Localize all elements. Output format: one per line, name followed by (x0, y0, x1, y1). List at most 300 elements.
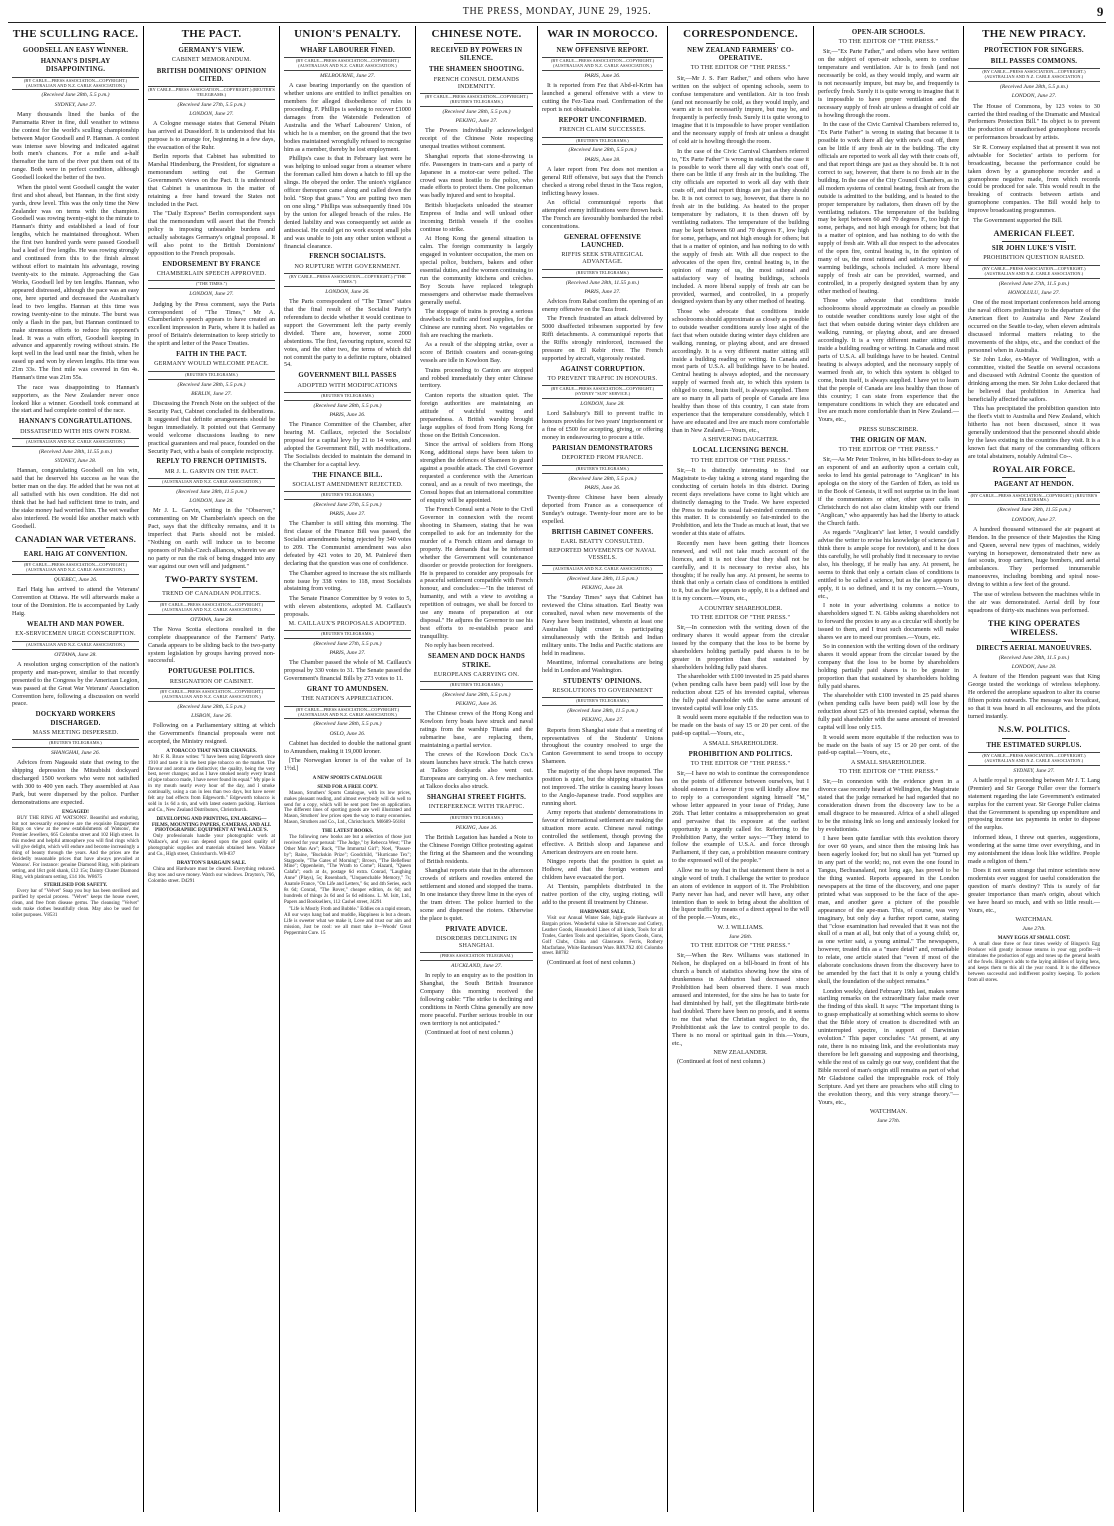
dateline: (Received June 28th, 11.5 p.m.) (998, 655, 1070, 662)
article-subsubhead: FRENCH CLAIM SUCCESSES. (559, 127, 646, 134)
divider (706, 43, 775, 44)
divider (46, 547, 105, 548)
article-subhead: EARL HAIG AT CONVENTION. (23, 551, 128, 559)
dateline: (Received June 28th, 5.5 p.m.) (999, 84, 1069, 91)
article-paragraph: The British Legation has handed a Note to the Chinese Foreign Office protesting against the firing at the Shameen and the wounding of British residents. (420, 833, 533, 865)
article-subsubhead: GERMANY WOULD WELCOME PEACE. (154, 361, 269, 368)
article-paragraph: Advices from Nagasaki state that owing to the shipping depression the Mitsubishi dockyard discharged 1500 workers who were not satisfied with 300 to 400 yen each. They assembled at Asa Park, but were dispersed by the police. Further demonstrations are expected. (12, 759, 139, 806)
article-paragraph: Allow me to say that in that statement there is not a single word of truth. I challenge the writer to produce an atom of evidence in support of it. The Prohibition Party never has had, and never will have, any other intention than to seek to bring about the abolition of the liquor traffic by means of a direct appeal to the will of the people.—Yours, etc., (672, 866, 809, 922)
article-paragraph: Those who advocate that conditions inside schoolrooms should approximate as closely as possible to outside weather conditions surely lose sight of the fact that when outside during winter days children are walking, running, or playing about, and are dressed accordingly. It is a very different matter sitting still inside a building reading or writing. In Canada and most parts of U.S.A. all buildings have to be heated. Central heating is always adopted, and the necessary supply of warmed fresh air, to which this system is obliged to come, brain itself, is always supplied. There are so many in all parts of people of Canada are less healthy than those of this country, I can state from experience that the temperature considerably, which I have are educated and live are much more comfortable than in New Zealand.—Yours, etc., (672, 307, 809, 434)
agency-credit: (BY CABLE—PRESS ASSOCIATION—COPYRIGHT.) (AUSTRALIAN AND N.Z. CABLE ASSOCIATION.) (968, 265, 1100, 279)
article-subsubhead: CHAMBERLAIN SPEECH APPROVED. (156, 271, 267, 278)
agency-credit: (BY CABLE—PRESS ASSOCIATION—COPYRIGHT.) (REUTER'S TELEGRAMS.) (148, 86, 275, 100)
article-paragraph: Canton reports the situation quiet. The foreign authorities are maintaining an attitude of watchful waiting and preparedness. A British warship brought large supplies of food from Hong Kong for those on the British Concession. (420, 391, 533, 439)
advertisement-body: BUY THE RING AT WATSONS'. Beautiful and enduring, but not necessarily expensive are the exquisite Engagement Rings on view at the new establishments of Watsons', the Premier Jewellers, 665 Colombo street and 102 High street. In this modest and helpful atmosphere you will find rings which will give delight, which will endure and become increasingly a thing of beauty through the years. And the prices are the decidedly reasonable prices that have always prevailed at Watsons'. For instance: genuine Diamond Ring, with platinum setting, and 18ct gold shank, £12 15s; Dainty Cluster Diamond Ring, with platinum setting, £14 10s. W8675 (12, 815, 139, 880)
article-subhead: DOCKYARD WORKERS DISCHARGED. (35, 711, 116, 727)
article-paragraph: Sir,—"Ex Parte Father," and others who have written on the subject of open-air schools, seem to confuse temperature and ventilation. Air is to fresh (and not necessarily be cold, as they would imply, and warm air is not necessarily impure, but may be, and frequently is perfectly fresh. Surely it is quite wrong to imagine that it is impossible to have proper ventilation and the necessary supply of fresh air unless a draught of cold air is howling through the room. (818, 48, 959, 119)
article-paragraph: The Government supported the Bill. (973, 216, 1063, 224)
agency-credit: ("THE TIMES.") (148, 280, 275, 289)
dateline: (Received June 27th, 5.5 p.m.) (177, 101, 246, 108)
article-subhead: RECEIVED BY POWERS IN SILENCE. (430, 47, 523, 63)
agency-credit: (AUSTRALIAN AND N.Z. CABLE ASSOCIATION.) (542, 565, 663, 574)
agency-credit: (BY CABLE—PRESS ASSOCIATION—COPYRIGHT.) (AUSTRALIAN AND N.Z. CABLE ASSOCIATION.) (542, 57, 663, 71)
agency-credit: (REUTER'S TELEGRAMS.) (542, 697, 663, 706)
article-paragraph: Those who advocate that conditions inside schoolrooms should approximate as closely as possible to outside weather conditions surely lose sight of the fact that when outside during winter days children are walking, running, or playing about, and are dressed accordingly. It is a very different matter sitting still inside a building reading or writing. In Canada and most parts of U.S.A. all buildings have to be heated. Central heating is always adopted, and the necessary supply of warmed fresh air, to which this system is obliged to come, brain itself, is always supplied. I have yet to learn that the people of Canada are less healthy than those of this country; I can state from experience that the temperature conditions in which they are educated and live are much more comfortable than in New Zealand.—Yours, etc., (818, 297, 959, 424)
article-subhead: PRIVATE ADVICE. (445, 925, 508, 933)
article-paragraph: This has precipitated the prohibition question into the fleet's visit to Australia and New Zealand, which hitherto has not been discussed, since it was generally understood that the personnel should abide by the laws existing in the countries they visit. It is a known fact that many of the commanding officers are total abstainers, notably Admiral Co--. (968, 405, 1100, 460)
article-subhead: STUDENTS' OPINIONS. (563, 677, 642, 685)
article-subsubhead: MASS MEETING DISPERSED. (32, 729, 119, 736)
article-subhead: LOCAL LICENSING BENCH. (692, 447, 789, 455)
divider (1002, 641, 1066, 642)
article-paragraph: Many thousands lined the banks of the Parramatta River in fine, dull weather to witness the contest for the world's sculling championship between Major Goodsell and P. Hannan. A contest was intense save blowing and indicated against both men's chances. For a mile and a-half thereafter the turn of the river put them out of its range. Both were in perfect condition, although Goodsell looked the better of the two. (12, 110, 139, 182)
article-subsubhead: TREND OF CANADIAN POLITICS. (162, 591, 261, 598)
dateline: OTTAWA, June 28. (190, 616, 233, 623)
article-paragraph: A COUNTRY SHAREHOLDER. (698, 604, 783, 612)
divider (46, 43, 105, 44)
article-subsubhead: EARL BEATTY CONSULTED. (560, 538, 645, 545)
article-subhead: WEALTH AND MAN POWER. (26, 621, 125, 629)
article-subsubhead: INTERFERENCE WITH TRAFFIC. (428, 804, 525, 811)
dateline: HONOLULU, June 27. (1008, 289, 1060, 296)
dateline: (Received June 28th, 11.55 p.m.) (997, 507, 1071, 514)
article-paragraph: The "Daily Express" Berlin correspondent says that the memorandum will assert that the French policy is imposing unbearable burdens and actually sabotages Germany's original proposal. It will also point to the British Dominions' opposition to the French proposals. (148, 210, 275, 258)
agency-credit: (REUTER'S TELEGRAMS.) (12, 739, 139, 748)
agency-credit: (BY CABLE—PRESS ASSOCIATION—COPYRIGHT.) (AUSTRALIAN AND N.Z. CABLE ASSOCIATION.) (12, 561, 139, 575)
article-paragraph: A Cologne message states that General Pétain has arrived at Dusseldorf. It is understood that his purpose is to arrange for, beginning in a few days, the evacuation of the Ruhr. (148, 120, 275, 151)
dateline: PARIS, June 26. (584, 484, 621, 491)
article-subhead: PROHIBITION AND POLITICS. (688, 750, 793, 758)
article-paragraph: Twenty-three Chinese have been already deported from France as a consequence of Sunday's outrage. Twenty-four more are to be expelled. (542, 493, 663, 525)
article-subhead: PORTUGUESE POLITICS. (168, 668, 255, 676)
article-paragraph: The French frustrated an attack delivered by 5000 disaffected tribesmen supported by few Riffi detachments. A communiqué reports that the Riffis strongly reinforced, increased the pressure on El Kebir river. The French supported by aircraft, vigorously resisted. (542, 315, 663, 363)
article-paragraph: The Chinese crews of the Hong Kong and Kowloon ferry boats have struck and naval ratings from the warship Titania and the submarine base, are replacing them, maintaining a partial service. (420, 710, 533, 750)
article-headline: N.S.W. POLITICS. (997, 724, 1070, 734)
advertisement-body: The following new books are but a selection of those just received for your perusal: "The Judge," by Rebecca West; "The Other Man Are"; Ruck, "The Immortal Girl"; Noel, "Passer-by"; Raine, "Buckskin Prize"; Goodchild, "Hurricane Tex"; Stagpoole, "The Gates of Morning"; Brown, "The Bellefleur Mine"; Oppenheim, "The Wrath to Come"; Hazard, "Queen Calafa"; each at 4s, postage 6d extra. Conrad, "Laughing Anne" (Plays), 5s; Rosenbach, "Unquenchable Memory," 7s; Anatole France, "On Life and Letters," 6s; and 4th Series, each 8s 6d; Conrad, "The Rover," cheaper edition, 4s 6d; and hundreds of things 2s 6d and 5s 6d editions. L. M. Isitt, Ltd., Papers and Booksellers, 112 Cashel street, J4291 (284, 835, 411, 905)
article-paragraph: London weekly, dated February 19th last, makes some startling remarks on the extraordinary false made over the finding of this skull. It says: "The important thing is to grasp emphatically at something which seems to show that the Bible story of creation is discredited with an uninterrupted spectre, in support of Darwinian evolution." This paper concludes: "At present, at any rate, there is no missing link, and the evolutionists may therefore be left guessing and supposing and theorising, while the rest of us calmly go our way, confident that the Bible record of man's origin still remains as part of what Mr Gladstone called the impregnable rock of Holy Scripture. And yet there are preachers who still cling to the evolution theory, and this very strange theory."—Yours, etc., (818, 987, 959, 1106)
article-paragraph: NEW ZEALANDER. (713, 1049, 768, 1057)
article-subsubhead: RIFFIS SEEK STRATEGICAL ADVANTAGE. (561, 252, 644, 266)
advertisement-headline: A NEW SPORTS CATALOGUE (312, 776, 383, 782)
agency-credit: (REUTER'S TELEGRAMS.) (420, 814, 533, 823)
dateline: PEKING, June 27. (581, 717, 624, 724)
article-paragraph: Earl Haig has arrived to attend the Veterans' Convention at Ottawa. He will afterwards make a tour of the Dominion. He is accompanied by Lady Haig. (12, 586, 139, 618)
article-paragraph: informed ideas, I threw out queries, suggestions, wondering at the same time over everything, and in my astonishment the ideas look like wildfire. People made a religion of them." (968, 833, 1100, 865)
article-paragraph: A SMALL SHAREHOLDER. (703, 739, 778, 747)
article-paragraph: Phillips's case is that in February last were he was helping to unload sugar from a steamer where the foreman called him down a hatch to fill up the slings. He obeyed the order. The union's vigilance officer thereupon came along and called down the hold. "Stop that grass." You are putting two men on one sling." Phillips was subsequently fined 10s by the union for alleged breach of the rules. He denied liability and was consequently set aside as antisocial. He could get no work except small jobs and was unable to join any other union without a financial clearance. (284, 155, 411, 250)
dateline: (Received June 28th, 5.5 p.m.) (568, 475, 637, 482)
article-paragraph: The Chamber passed the whole of M. Caillaux's proposal by 330 votes to 31. The Senate passed the Government's financial Bills by 273 votes to 11. (284, 659, 411, 683)
dateline: QUEBEC, June 26. (53, 577, 98, 584)
article-subhead: GOODSELL AN EASY WINNER. (22, 47, 129, 55)
article-headline: THE SCULLING RACE. (12, 27, 139, 40)
agency-credit: (REUTER'S TELEGRAMS.) (542, 465, 663, 474)
article-subhead: PAGEANT AT HENDON. (994, 481, 1074, 489)
article-paragraph: Meantime, informal consultations are being held in London and Washington. (542, 659, 663, 674)
masthead (8, 6, 1106, 22)
article-paragraph: The majority of the shops have reopened. The position is quiet, but the shipping situation has not improved. The strike is causing heavy losses to the Anglo-Japanese trade. Food supplies are running short. (542, 767, 663, 807)
agency-credit: (REUTER'S TELEGRAMS.) (284, 392, 411, 401)
article-paragraph: Judging by the Press comment, says the Paris correspondent of "The Times," Mr A. Chamberlain's speech appears to have created an excellent impression in Paris, where it is hailed as proof of Britain's determination to keep strictly to the spirit and letter of the Peace Treaties. (148, 300, 275, 348)
article-paragraph: At Hong Kong the general situation is calm. The foreign community is largely engaged in volunteer occupation, the men on special police, butchers, bakers and other essential duties, and the women continuing to run the community kitchens and crèches. Boy Scouts have replaced telegraph messengers and otherwise made themselves generally useful. (420, 235, 533, 306)
divider (576, 43, 629, 44)
news-column (8, 26, 144, 1512)
article-subsubhead: RESIGNATION OF CABINET. (169, 678, 254, 685)
agency-credit: (AUSTRALIAN AND N.Z. CABLE ASSOCIATION.) (148, 478, 275, 487)
article-paragraph: The Nova Scotia elections resulted in the complete disappearance of the Farmers' Party. Canada appears to be sliding back to the two-party system legislation by groups having proved non-successful. (148, 625, 275, 665)
article-paragraph: Reports from Shanghai state that a meeting of representatives of the Students' Unions throughout the country resolved to urge the Canton Government to send troops to occupy Shameen. (542, 726, 663, 766)
article-paragraph: In the case of the Civic Carnival Chambers referred to, "Ex Parte Father" is wrong in stating that because it is possible to work there all day with one's coat off, there can be little if any fresh air in the building. The city officials are reported to work all day with their coats off, and that report things are just as they should be. It is not correct to say, however, that there is no fresh air in the building. In the case of the City Council Chambers, as in all modern systems of central heating, fresh air from the outside is admitted to the building, and is heated to the proper temperature by radiators, then drawn off by the ventilating radiators. The temperature of the building may be kept between 60 and 70 degrees F., too high for some, perhaps, and not high enough for others; but that is a matter of opinion, and has nothing to do with the supply of fresh air. With all due respect to the advocates of the open fire, central heating is, in the opinion of many of us, the most rational and satisfactory way of warming buildings, schools included. A more liberal supply of fresh air can be provided, warmed, and controlled, in a properly designed system than by any other method of heating. (818, 121, 959, 295)
article-paragraph: Army reports that students' demonstrations in favour of international settlement are making the situation more acute. Chinese naval ratings controlled the settlement, though proving the effective. A British sloop and Japanese and American destroyers are en route here. (542, 808, 663, 856)
article-paragraph: It would seem more equitable if the reduction was to be made on the basis of say 15 or 20 per cent. of the paid-up capital.—Yours, etc., (672, 714, 809, 738)
advertisement-body: A small dose three or four times weekly of Bingers's Egg Producer will greatly increase returns in your egg profits—it stimulates the production of eggs and tones up the general health of the fowls. Bingers's adds to the laying abilities of laying hens, and keeps them to this all the year round. It is the difference between successful and indifferent poultry keeping. To pockets from all stores. (968, 942, 1100, 983)
article-paragraph: Since the arrival of soldiers from Hong Kong, additional steps have been taken to strengthen the defences of Shameen to guard against a possible attack. The civil Governor requested a conference with the American consul, and as a result of two meetings, the Consul hopes that an international committee of enquiry will be appointed. (420, 441, 533, 504)
article-paragraph: The Senate Finance Committee by 9 votes to 5, with eleven abstentions, adopted M. Caillaux's proposals. (284, 594, 411, 618)
dateline: LONDON, June 27. (1011, 93, 1057, 100)
article-headline: AMERICAN FLEET. (993, 228, 1075, 238)
article-headline: UNION'S PENALTY. (294, 27, 401, 40)
article-subsubhead: PROHIBITION QUESTION RAISED. (983, 255, 1085, 262)
dateline: PARIS, June 26. (584, 73, 621, 80)
dateline: LONDON, June 28. (580, 401, 625, 408)
news-column (668, 26, 814, 1512)
article-paragraph: PRESS SUBSCRIBER. (858, 425, 919, 433)
article-paragraph: The Chamber agreed to increase the six milliards note issue by 338 votes to 118, most Socialists abstaining from voting. (284, 569, 411, 593)
article-subsubhead: DEPORTED FROM FRANCE. (561, 455, 644, 462)
article-paragraph: Shanghai reports state that in the afternoon crowds of strikers and rowdies entered the settlement and stoned and stopped the trams. In one instance they threw lime in the eyes of the tram driver. The police hurried to the scene and dispersed the rioters. Otherwise the place is quiet. (420, 866, 533, 922)
dateline: (Received June 28th, 11.5 p.m.) (176, 488, 247, 495)
agency-credit: (BY CABLE—PRESS ASSOCIATION—COPYRIGHT.) (AUSTRALIAN AND N.Z. CABLE ASSOCIATION.) (148, 601, 275, 615)
dateline: (Received June 28th, 11.55 p.m.) (565, 279, 640, 286)
article-subhead: GENERAL OFFENSIVE LAUNCHED. (563, 233, 642, 249)
article-subhead: AGAINST CORRUPTION. (560, 365, 645, 373)
article-paragraph: Sir,—Mr J. S. Farr Rather," and others who have written on the subject of opening schools, seem to confuse temperature and ventilation. Air is too fresh (and not necessarily be cold, as they would imply, and warm air is not necessarily impure, but may be, and frequently is perfectly fresh. Surely it is quite wrong to imagine that it is impossible to have proper ventilation and the necessary supply of fresh air unless a draught of cold air is howling through the room. (672, 74, 809, 146)
dateline: LISBON, June 26. (191, 712, 232, 719)
advertisement-headline: ENGAGED! (62, 809, 89, 815)
article-paragraph: As regards "Anglican's" last letter, I would candidly advise the writer to revise his knowledge of science (as I think there is ample scope for revision), and it he does this carefully, he will probably find it necessary to revise also, his theology, if he really has any. At present, he seems to think that only a certain class of conditions is entitled to be called a science, but as the law appears to apply, it is so defined, and it is my concern.—Yours, etc., (818, 529, 959, 600)
article-headline: CANADIAN WAR VETERANS. (14, 534, 137, 544)
article-paragraph: When the pistol went Goodsell caught the water first and shot ahead, but Hannan, in the first sixty yards, drew level. This was the only time the New Zealander was on terms with the champion. Goodsell was rowing twenty-eight to the minute to Hannan's thirty and established a lead of four lengths, which he maintained throughout. When the first two hundred yards were passed Goodsell had a lead of five lengths. He was rowing strongly and continued from this to the finish almost without effort to maintain his advantage, rowing twenty-six to the minute. Approaching the Gas Works, Goodsell led by ten lengths. Hannan, who appeared distressed, although the pace was an easy one, here spurted and decreased the Australian's lead to two lengths. Hannan at this time was rowing twenty-nine to the minute. The burst was only a flash in the pan, but Hannan continued to make strenuous efforts to reduce his opponent's lead. It was a vain effort, Goodsell keeping in advance and apparently rowing without strain. He kept well in the lead until near the finish, when he eased up and won by eleven lengths. His time was 21m 33s. The first mile was covered in 6m 4s. Hannan's time was 21m 55s. (12, 183, 139, 382)
news-column (964, 26, 1104, 1512)
article-paragraph: Recently men have been getting their licences renewed, and will not take much account of the licences, and it is not clear that they shall not be carefully, and it is necessary to revise also, his thoughts; if he really has any. At present, he seems to think that only a certain class of conditions is entitled to it, but as the law appears to apply, it is a defined and it is my concern.—Yours, etc., (672, 539, 809, 603)
article-paragraph: The French Consul sent a Note to the Civil Governor in connexion with the recent shooting in Shameen, stating that he was compelled to ask for an indemnity for the murder of a French citizen and damage to property. He demands that he be informed whether the Government will countenance disorder or provide protection for foreigners. He is prepared to consider any proposals for a peaceful settlement compatible with French honour, and concludes:—"In the interest of humanity, and with a view to avoiding a repetition of outrages, we shall be forced to use any means of preparation at our disposal." He adjures the Governor to use his best efforts to re-establish peace and tranquillity. (420, 506, 533, 641)
dateline: (Received June 27th, 5.5 p.m.) (313, 640, 382, 647)
divider (454, 43, 499, 44)
divider (1002, 477, 1066, 478)
dateline: LONDON, June 28. (189, 498, 234, 505)
article-subhead: NEW ZEALAND FARMERS' CO-OPERATIVE. (687, 47, 794, 63)
dateline: June 27th. (1022, 926, 1046, 933)
article-subsubhead: TO THE EDITOR OF "THE PRESS." (690, 760, 791, 767)
advertisement-headline: HARDWARE SALE. (579, 910, 626, 916)
article-paragraph: The "Sunday Times" says that Cabinet has reviewed the China situation. Earl Beatty was consulted, naval when new movements of the Navy have been instituted, wherein at least one Australian light cruiser is participating simultaneously with the British and Indian military units. The India and Pacific stations are held in readiness. (542, 594, 663, 657)
dateline: (Received June 28th, 5.5 p.m.) (177, 703, 246, 710)
dateline: PARIS, June 27. (329, 650, 366, 657)
article-paragraph: The House of Commons, by 123 votes to 30 carried the third reading of the Dramatic and Musical Performers Protection Bill." Its object is to prevent the production of unauthorised gramophone records or performances broadcast by artists. (968, 102, 1100, 142)
article-paragraph: Hannan, congratulating Goodsell on his win, said that he deserved his success as he was the better man on the day. He added that he was not at all satisfied with his own condition. He did not think that he had had sufficient time to train, and the stake money had worried him. The wet weather also interfered. He would like another match with Goodsell. (12, 467, 139, 530)
dateline: OSLO, June 26. (329, 730, 366, 737)
article-headline: THE KING OPERATES WIRELESS. (987, 618, 1081, 638)
article-paragraph: An official communiqué reports that attempted enemy infiltrations were thrown back. The French are favourably bombarded the rebel concentrations. (542, 199, 663, 230)
article-paragraph: A SMALL SHAREHOLDER. (851, 758, 926, 766)
article-paragraph: The Finance Committee of the Chamber, after hearing M. Caillaux, rejected the Socialists' proposal for a capital levy by 21 to 14 votes, and adopted the Government Bill, with modifications. The Socialists decided to maintain the demand in the Chamber for a capital levy. (284, 421, 411, 468)
article-subsubhead: MR J. L. GARVIN ON THE PACT. (164, 468, 259, 475)
article-paragraph: (Continued at foot of next column.) (425, 1029, 513, 1037)
article-subsubhead: REPORTED MOVEMENTS OF NAVAL VESSELS. (548, 548, 657, 562)
news-column (538, 26, 668, 1512)
agency-credit: (BY CABLE—PRESS ASSOCIATION—COPYRIGHT.) (AUSTRALIAN AND N.Z. CABLE ASSOCIATION.) (284, 706, 411, 720)
dateline: PARIS, June 27. (329, 511, 366, 518)
dateline: LONDON, June 26. (325, 288, 370, 295)
article-paragraph: Sir,—When the Rev. Williams was stationed in Nelson, he displayed on a bill-board in front of his church a bunch of statistics showing how the sins of drunkenness in Ashburton had decreased since Prohibition had been observed there. I was much amused and interested, for the sins he has to taste for had diminished by half, yet the illegitimate birth-rate had doubled. There have been no proofs, and it seems to me that what the Christian neglect to do, the Prohibitionist ask the law to control people to do. There is no moral or spiritual gain in this.—Yours, etc., (672, 952, 809, 1047)
article-paragraph: WATCHMAN. (869, 1108, 908, 1116)
article-paragraph: Trains proceeding to Canton are stopped and robbed immediately they enter Chinese territory. (420, 366, 533, 390)
advertisement-headline: MANY EGGS AT SMALL COST. (997, 936, 1071, 942)
advertisement-headline: DEVELOPING AND PRINTING, ENLARGING—FILMS, MOUNTING PAPERS, CAMERAS, AND ALL PHOTOGRAPHIC EQUIPMENT AT WALLACE'S. (151, 816, 272, 834)
article-paragraph: Sir,—I have no wish to continue the correspondence on the points of difference between ourselves, but I should esteem it a favour if you will kindly allow me to reply to a correspondent signing himself "M," whose letter appeared in your issue of Friday, June 26th. That letter contains a misapprehension so great and pervasive that its exposure at the earliest opportunity is urgently called for. Referring to the Prohibition Party, the writer says:—"They intend to follow the example of U.S.A. and force through Parliament, if they can, a prohibition measure contrary to the expressed will of the people." (672, 770, 809, 865)
divider (318, 43, 377, 44)
article-subsubhead: THE NATION'S APPRECIATION. (301, 696, 394, 703)
article-paragraph: Discussing the French Note on the subject of the Security Pact, Cabinet concluded its deliberations. It suggested that definite arrangements should be begun immediately. It pointed out that Germany would welcome discussions leading to new practical guarantees and real peace, founded on the Security Pact, with a basis of complete reciprocity. (148, 399, 275, 455)
article-paragraph: It would seem more equitable if the reduction was to be made on the basis of say 15 or 20 per cent. of the paid-up capital.—Yours, etc., (818, 733, 959, 757)
article-subhead: REPORT UNCONFIRMED. (558, 117, 647, 125)
article-subhead: HANNAN'S DISPLAY DISAPPOINTING. (40, 58, 111, 74)
advertisement-headline: THE LATEST BOOKS. (321, 829, 374, 835)
article-subsubhead: ADOPTED WITH MODIFICATIONS (297, 382, 398, 389)
article-paragraph: One of the most important conferences held among the naval officers preliminary to the departure of the American fleet to Australia and New Zealand occurred on the Seattle to-day, when eleven admirals discussed informal matters relating to the movements of the ships, etc., and the conduct of the personnel when in Australia. (968, 298, 1100, 354)
advertisement-body: Only professionals handle your photographic work at Wallace's, and you can depend upon the good quality of photographic supplies and materials obtained here. Wallace and Co., High street, Christchurch. W8-837 (148, 834, 275, 857)
article-subsubhead: CABINET MEMORANDUM. (171, 57, 252, 64)
agency-credit: (BY CABLE—PRESS ASSOCIATION—COPYRIGHT.) (AUSTRALIAN AND N.Z. CABLE ASSOCIATION.) (968, 68, 1100, 82)
dateline: BERLIN, June 27. (191, 390, 232, 397)
article-paragraph: Does it not seem strange that minor scientists now modernists ever suggest for useful consideration the question of man's destiny? This is surely of far greater importance than man's origin, about which we have heard so much, and with so little result.—Yours, etc., (968, 867, 1100, 914)
article-paragraph: Sir,—In connexion with the writing down of the ordinary shares it would appear from the circular issued by the company that the loss to be borne by shareholders holding partially paid shares is to be greater in proportion than that sustained by shareholders holding fully paid shares. (672, 624, 809, 671)
article-subsubhead: TO THE EDITOR OF "THE PRESS." (838, 768, 939, 775)
dateline: (Received June 28th, 11.5 p.m.) (567, 575, 638, 582)
article-subhead: SEAMEN AND DOCK HANDS STRIKE. (428, 653, 525, 669)
advertisement-body: Mason, Struthers' Sports Catalogue, with its low prices, makes pleasant reading, and almost everybody will do well to send for a copy, which will be sent post free on application. The different lines of sporting goods are well illustrated and Mason, Struthers' low prices open the way to many economies. Mason, Struthers and Co., Ltd., Christchurch. M6689-56184 (284, 790, 411, 826)
agency-credit: (BY CABLE—PRESS ASSOCIATION—COPYRIGHT.) (AUSTRALIAN AND N.Z. CABLE ASSOCIATION.) (968, 752, 1100, 766)
column-container (8, 26, 1106, 1512)
article-subhead: BRITISH CABINET CONFERS. (551, 528, 654, 536)
article-headline: CHINESE NOTE. (431, 27, 522, 40)
dateline: PEKING, June 26. (455, 824, 498, 831)
article-paragraph: The Powers individually acknowledged receipt of the Chinese Note respecting unequal treaties without comment. (420, 127, 533, 151)
article-paragraph: Ningpo reports that the position is quiet as Hoihow, and that the foreign women and children have evacuated the port. (542, 858, 663, 881)
article-paragraph: The race was disappointing to Hannan's supporters, as the New Zealander never once looked like a winner. Goodsell took command at the start and had complete control of the race. (12, 383, 139, 415)
article-paragraph: In reply to an enquiry as to the position in Shanghai, the South British Insurance Company this morning received the following cable: "The strike is declining and conditions in North China generally are now more peaceful. Further serious trouble in our own territory is not anticipated." (420, 972, 533, 1028)
dateline: (Received June 28th, 5.5 p.m.) (568, 147, 637, 154)
article-subsubhead: TO THE EDITOR OF "THE PRESS." (690, 65, 791, 72)
dateline: PEKING, June 26. (455, 701, 498, 708)
divider (182, 587, 241, 588)
dateline: SYDNEY, June 27. (54, 101, 97, 108)
dateline: LONDON, June 27. (189, 110, 234, 117)
agency-credit: (REUTER'S TELEGRAMS.) (148, 371, 275, 380)
article-subhead: FAITH IN THE PACT. (176, 351, 247, 359)
dateline: PARIS, June 27. (584, 288, 621, 295)
agency-credit: (BY CABLE—PRESS ASSOCIATION—COPYRIGHT.) (AUSTRALIAN AND N.Z. CABLE ASSOCIATION.) (12, 77, 139, 91)
divider (1002, 43, 1066, 44)
advertisement-headline: DRAYTON'S BARGAIN SALE. (176, 860, 247, 866)
dateline: PARIS, June 26. (329, 411, 366, 418)
article-subhead: GRANT TO AMUNDSEN. (306, 686, 389, 694)
page-number: 9 (1096, 4, 1104, 19)
article-paragraph: I have been quite familiar with this evolution theory for over 60 years, and since then the missing link has been eagerly looked for; but no skull has yet "turned up in any part of the world; no, not even the one found in Tangus, Bechuanaland, not long ago, has proved to be the thing wanted. Reports appeared in the London newspapers at the time of the discovery, and one paper printed what was supposed to be the face of the ape-man, and another gave a picture of the possible appearance of the ape-man. This, of course, was very imaginary, but only day a further report came, stating that "close examination had revealed that it was not the skull of a man at all, but only that of a young child; or, as one writer said, a young animal." The newspapers, however, treated this as a "mare detail" and, remarkable to relate, one article stated that "even if most of the elaborate conclusions drawn from the discovery have to be amended by the fact that it is only a young child's skull, the foundation of the subject remains." (818, 835, 959, 986)
dateline: SYDNEY, June 27. (1013, 767, 1055, 774)
article-subsubhead: RESOLUTIONS TO GOVERNMENT (552, 688, 653, 695)
article-subhead: THE FINANCE BILL. (312, 471, 383, 479)
dateline: (Received June 28th, 5.5 p.m.) (313, 721, 382, 728)
article-paragraph: W. J. WILLIAMS. (717, 923, 764, 931)
agency-credit: (BY CABLE—PRESS ASSOCIATION—COPYRIGHT.) (REUTER'S TELEGRAMS.) (968, 492, 1100, 506)
dateline: MELBOURNE, June 27. (320, 73, 375, 80)
agency-credit: (REUTER'S TELEGRAMS.) (284, 630, 411, 639)
advertisement-body: Mr F. R. Bruce writes: "I have been using Edgeworth since 1910 and taste it in the best pipe tobacco on the market. The flavour and aroma are distinctive; the quality, being the very best, never changes; and as I have smoked nearly every brand of pipe tobacco made, I have never found its equal." My pipe is in my mouth nearly every hour of the day, and I smoke continually, using a can in less than two days, but have never felt any bad effects from Edgeworth." Edgeworth tobacco is sold in 1s 6d a tin, and with latest eastern packing. Harrison and Co., New Zealand Distributors, Christchurch. (148, 754, 276, 813)
article-subsubhead: TO THE EDITOR OF "THE PRESS." (690, 457, 791, 464)
dateline: PARIS, June 28. (584, 156, 621, 163)
article-paragraph: The stoppage of trains is proving a serious drawback to traffic and food supplies, for the Chinese are running short. No vegetables or fish are reaching the markets. (420, 308, 533, 339)
article-paragraph: Sir,—In connexion with the evidence given in a divorce case recently heard at Wellington, the Magistrate stated that the judge remarked he had regarded that no consideration drawn from the discovery law to be a small disgrace to be measured. Africa of a shell alleged to be the missing link so long and anxiously looked for by evolutionists. (818, 778, 959, 833)
agency-credit: (AUSTRALIAN AND N.Z. CABLE ASSOCIATION.) (12, 641, 139, 650)
news-column (814, 26, 964, 1512)
article-subhead: PARISIAN DEMONSTRATORS (552, 445, 653, 453)
article-paragraph: In the case of the Civic Carnival Chambers referred to, "Ex Parte Father" is wrong in stating that the case it is possible to work there all day with one's coat off, there can be little if any fresh air in the building. The city officials are reported to work all day with their coats off, and that report things are just as they should be. It is not correct to say, however, that there is no fresh air in the building. As heated to the proper temperature by radiators, it is then drawn off by ventilating radiators. The temperature of the building may be kept between 60 and 70 degrees F., low high for some, perhaps, and not high enough for others; but that is a matter of opinion, and has nothing to do with the supply of fresh air. With all due respect to the advocates of the open fire, central heating is, in the opinion of many of us, the most rational and satisfactory way of heating buildings, schools included. A more liberal supply of fresh air can be provided, warmed, and controlled, in a properly designed system than by any other method of heating. (672, 147, 809, 306)
dateline: June 26th. (728, 933, 753, 940)
advertisement-headline: STERILISED FOR SAFETY. (43, 883, 108, 889)
article-paragraph: A feature of the Hendon pageant was that King George tested the workings of wireless telephony. He ordered the aeroplane squadron to alter its course fifteen points outwards. The message was broadcast, so that it was heard in all enclosures, and the pilots turned instantly. (968, 673, 1100, 721)
article-subhead: OPEN-AIR SCHOOLS. (851, 28, 926, 36)
dateline: PEKING, June 28. (581, 584, 624, 591)
article-paragraph: Shanghai reports that stone-throwing is rife. Passengers in tram-cars and a party of Japanese in a motor-car were pelted. The crowd was most hostile to the police, who made efforts to protect them. One policeman was badly injured and sent to hospital. (420, 152, 533, 200)
dateline: (Received June 27th, 11.5 p.m.) (998, 280, 1070, 287)
article-subhead: BILL PASSES COMMONS. (990, 58, 1078, 66)
article-paragraph: British bluejackets unloaded the steamer Empress of India and will unload other incoming British vessels if the coolies continue to strike. (420, 201, 533, 233)
article-subsubhead: EX-SERVICEMEN URGE CONSCRIPTION. (15, 631, 136, 638)
article-paragraph: Sir,—It is distinctly interesting to find our Magistrate to-day taking a strong stand regarding the conducting of certain hotels in this district. During recent days revelations have come to light which are distinctly damaging to the Trade. We have expected the Press to make its usual fair-minded comments on this matter. It is consistently so fair-minded to the Prohibition, and lets the Trade as much at least, that we wonder at this state of affairs. (672, 466, 809, 538)
article-subhead: WHARF LABOURER FINED. (300, 47, 395, 55)
agency-credit: (REUTER'S TELEGRAMS.) (420, 681, 533, 690)
agency-credit: (AUSTRALIAN AND N.Z. CABLE ASSOCIATION.) (12, 438, 139, 447)
article-subhead: BRITISH DOMINIONS' OPINION CITED. (156, 67, 267, 83)
agency-credit: (BY CABLE—PRESS ASSOCIATION—COPYRIGHT.) (AUSTRALIAN AND N.Z. CABLE ASSOCIATION.) (148, 688, 275, 702)
article-subhead: GERMANY'S VIEW. (178, 47, 245, 55)
article-subhead: DIRECTS AERIAL MANOEUVRES. (976, 644, 1092, 652)
dateline: LONDON, June 27. (1011, 516, 1057, 523)
agency-credit: (BY CABLE—PRESS ASSOCIATION—COPYRIGHT.) (SYDNEY "SUN" SERVICE.) (542, 385, 663, 399)
article-subsubhead: TO PREVENT TRAFFIC IN HONOURS. (547, 376, 658, 383)
article-paragraph: The use of wireless between the machines while in the air was demonstrated. Aerial drill by four squadrons of thirty-six machines was performed. (968, 590, 1100, 614)
article-paragraph: Cabinet has decided to double the national grant to Amundsen, making it 19,000 kroner. (284, 739, 411, 755)
advertisement-body: Every bar of "Velvet" Soap you buy has been sterilised and purified by special process. "Velvet" keeps the house sweet, clean, and free from disease germs. The cleansing "Velvet" suds make clothes beautifully clean. May also be used for toilet purposes. V8531 (12, 889, 139, 918)
article-subsubhead: EUROPEANS CARRYING ON. (433, 671, 520, 678)
dateline: LONDON, June 27. (189, 291, 234, 298)
article-paragraph: The shareholder with £100 invested in 25 paid shares (when pending calls have been paid) will lose by the reduction about £25 of his invested capital, whereas the fully paid shareholder with the same amount of invested capital will lose only £15. (672, 673, 809, 712)
masthead-rule (8, 22, 1106, 23)
article-subsubhead: NO RUPTURE WITH GOVERNMENT. (294, 263, 401, 270)
article-paragraph: Sir John Luke, ex-Mayor of Wellington, with a committee, visited the Seattle on several occasions and discussed with Admiral Coontz the question of drinking among the men. Sir John Luke declared that he believed that prohibition in America had beneficially affected the sailors. (968, 356, 1100, 403)
dateline: AUCKLAND, June 27. (451, 963, 502, 970)
article-subhead: REPLY TO FRENCH OPTIMISTS. (156, 458, 267, 466)
news-column (416, 26, 538, 1512)
dateline: (Received June 28th, 5.5 p.m.) (313, 402, 382, 409)
article-subhead: SIR JOHN LUKE'S VISIT. (991, 245, 1077, 253)
article-headline: THE NEW PIRACY. (982, 27, 1086, 40)
article-paragraph: No reply has been received. (425, 642, 494, 650)
article-paragraph: A battle royal is proceeding between Mr J. T. Lang (Premier) and Sir George Fuller over the former's statement regarding the late Government's estimated surplus for the current year. Sir George Fuller claims that the Government is spending up expenditure and proposing income tax payments in order to dispose of the surplus. (968, 776, 1100, 832)
article-paragraph: Sir,—As Mr Peter Trolove, in his billet-doux to-day as an exponent of and an authority upon a certain cult, seeks to lend his genial patronage to "Anglican" in his apologia on the story of the Garden of Eden, as told us in the Book of Genesis, it will not surprise us in the least if the commentators or other, other queer calls in Christchurch do not also claim kinship with our friend "Anglican," who apparently has had the liberty to attack the Church faith. (818, 456, 959, 527)
divider (182, 43, 241, 44)
article-paragraph: A case bearing importantly on the question of whether unions are entitled to inflict penalties on members for alleged disobedience of rules is proceeding. F. Phillips is seeking to recover £1000 damages from the Waterside Federation of Australia and the Wharf Labourers' Union, of which he is a member, on the ground that the two bodies maintained wrongfully refused to recognise him as a member, thereby he lost employment. (284, 82, 411, 153)
advertisement-body: Visit our Annual Winter Sale, high-grade Hardware at Bargain prices. Wonderful value in Silverware and Cutlery, Leather Goods, Household Lines of all kinds, Tools for all Trades, Garden Tools and specialities, Sports Goods, Guns, Golf Clubs, China and Glassware. Ferris, Rothery Macfarlane, White Bardsteam Ware. R8X7X2 401 Colombo street. B8782 (542, 916, 663, 957)
dateline: (Received June 28th, 11.55 p.m.) (38, 448, 113, 455)
article-paragraph: I note in your advertising columns a notice to shareholders signed T. N. Gibbs asking shareholders not to forward the proxies to any as a circular will shortly be issued to them, and I trust such documents will make shares we are to meed our promises.—Yours, etc. (818, 602, 959, 641)
news-column (280, 26, 416, 1512)
article-subhead: SHANGHAI STREET FIGHTS. (426, 794, 527, 802)
article-headline: ROYAL AIR FORCE. (992, 464, 1076, 474)
article-subhead: FRENCH SOCIALISTS. (309, 253, 386, 261)
article-paragraph: Advices from Rabat confirm the opening of an enemy offensive on the Taza front. (542, 297, 663, 313)
article-paragraph: [The Norwegian kroner is of the value of 1s 1½d.] (284, 757, 411, 773)
article-paragraph: A resolution urging conscription of the nation's property and man-power, similar to that recently presented to the Congress by the American Legion, was passed at the Great War Veterans' Association Convention here, following a discussion on world peace. (12, 660, 139, 708)
article-paragraph: A later report from Fez does not mention a general Riff offensive, but says that the French checked a strong rebel thrust in the Taza region, inflicting heavy losses. (542, 165, 663, 197)
article-subsubhead: TO THE EDITOR OF "THE PRESS." (690, 942, 791, 949)
advertisement-headline: A TOBACCO THAT NEVER CHANGES. (166, 748, 257, 754)
article-subsubhead: SOCIALIST AMENDMENT REJECTED. (292, 481, 403, 488)
article-paragraph: The crews of the Kowloon Dock Co.'s steam launches have struck. The hatch crews at Talkoo dockyards also went out. Europeans are carrying on. A few mechanics at Talkoo docks also struck. (420, 751, 533, 791)
article-subhead: THE ESTIMATED SURPLUS. (986, 741, 1082, 749)
article-subsubhead: M. CAILLAUX'S PROPOSALS ADOPTED. (288, 620, 407, 627)
article-paragraph: Mr J. L. Garvin, writing in the "Observer," commenting on Mr Chamberlain's speech on the Pact, says that the difficulty remains, and it is imperfect that Paris should not be misled. "Nothing on earth will induce us to become sponsors of Polish-Czech alliances, wherein we are no party or run the risk of being dragged into any war against our own will and judgment." (148, 507, 275, 570)
article-paragraph: As a result of the shipping strike, over a score of British coasters and ocean-going vessels are idle in Kowloon Bay. (420, 341, 533, 365)
article-paragraph: The Chamber is still sitting this morning. The first clause of the Finance Bill was passed, the Socialist amendments being rejected by 340 votes to 209. The Communist amendment was also defeated by 421 votes to 20, M. Painlevé then declaring that the question was one of confidence. (284, 520, 411, 568)
article-subhead: GOVERNMENT BILL PASSES (298, 372, 397, 380)
article-subsubhead: FRENCH CONSUL DEMANDS INDEMNITY. (433, 76, 520, 90)
dateline: (Received June 28th, 11.5 p.m.) (567, 708, 638, 715)
agency-credit: (PRESS ASSOCIATION TELEGRAM.) (420, 952, 533, 961)
article-paragraph: At Tientsin, pamphlets distributed in the native portion of the city, urging rioting, will add to the present ill treatment by Chinese. (542, 883, 663, 907)
article-paragraph: Sir R. Conway explained that at present it was not advisable for Societies' artists to perform for broadcasting, because the performance could be taken down by a gramophone recorder and a gramophone negative made, from which records could be produced for sale. This would result in the breaking of contracts between artists and gramophone companies. The Bill would help to improve broadcasting programmes. (968, 143, 1100, 215)
article-subhead: NEW OFFENSIVE REPORT. (556, 47, 649, 55)
dateline: (Received June 28th, 5.5 p.m.) (442, 691, 511, 698)
dateline: PEKING, June 27. (455, 118, 498, 125)
agency-credit: (BY CABLE—PRESS ASSOCIATION—COPYRIGHT.) (REUTER'S TELEGRAMS.) (420, 93, 533, 107)
divider (1002, 738, 1066, 739)
advertisement-body: China and Hardware must be cleared. Everything reduced. Buy now and save money. Watch our windows. Drayton's, 766, Colombo street. D4291 (148, 866, 275, 884)
agency-credit: (REUTER'S TELEGRAMS.) (542, 269, 663, 278)
dateline: (Received June 28th, 5.5 p.m.) (41, 92, 110, 99)
article-paragraph: A hundred thousand witnessed the air pageant at Hendon. In the presence of their Majesties the King and Queen, several new types of machines, widely varying in horsepower, demonstrated their new as fast scouts, troop carriers, huge bombers, and aerial ambulances. They performed innumerable manoeuvres, including bombing and spiral nose-diving to within a few feet of the ground. (968, 525, 1100, 589)
article-subhead: THE SHAMEEN SHOOTING. (428, 66, 525, 74)
article-subsubhead: TO THE EDITOR OF "THE PRESS." (838, 446, 939, 453)
divider (1002, 241, 1066, 242)
dateline: (Received June 28th, 5.5 p.m.) (177, 381, 246, 388)
advertisement-body: "Life is Mostly Froth and Bubble." Eddies on a rapid stream, All our ways hang bad and muddle, Happiness is but a dream. Life is sweeter what we make it, Love and trust our aim and mission, Just be cool: we all must take it—Woods' Great Peppermint Cure. 15 (284, 907, 411, 936)
article-paragraph: So in connexion with the writing down of the ordinary shares it would appear from the circular issued by the company that the loss to be borne by shareholders holding partially paid shares is to be greater in proportion than that sustained by shareholders holding fully paid shares. (818, 643, 959, 690)
dateline: SHANGHAI, June 26. (50, 749, 101, 756)
advertisement-headline: SEND FOR A FREE COPY. (317, 784, 378, 790)
dateline: OTTAWA, June 28. (54, 651, 97, 658)
article-paragraph: A SHIVERING DAUGHTER. (702, 436, 779, 444)
article-paragraph: The shareholder with £100 invested in 25 paid shares (when pending calls have been paid) will lose by the reduction about £25 of his invested capital, whereas the fully paid shareholder with the same amount of invested capital will lose only £15. (818, 692, 959, 732)
article-paragraph: Berlin reports that Cabinet has submitted to Marshal Hindenburg, the President, for signature a memorandum setting out the German Government's views on the Pact. It is understood that Cabinet is unanimous in the matter of retaining a free hand toward the States not included in the Pact. (148, 153, 275, 208)
agency-credit: (REUTER'S TELEGRAMS.) (542, 137, 663, 146)
dateline: (Received June 28th, 5.5 p.m.) (442, 109, 511, 116)
article-headline: WAR IN MOROCCO. (547, 27, 658, 40)
article-paragraph: Lord Salisbury's Bill to prevent traffic in honours provides for two years' imprisonment or a fine of £500 for accepting, giving, or offering money in endeavouring to procure a title. (542, 410, 663, 442)
article-paragraph: The Paris correspondent of "The Times" states that the final result of the Socialist Party's referendum to decide whether it would continue to support the Government left the party evenly divided. There are, however, some 2000 abstentions. The first, favouring rupture, scored 62 votes, and the other two, the terms of which did not commit the party to a definite rupture, obtained 54. (284, 297, 411, 369)
article-paragraph: (Continued at foot of next column.) (677, 1058, 765, 1066)
